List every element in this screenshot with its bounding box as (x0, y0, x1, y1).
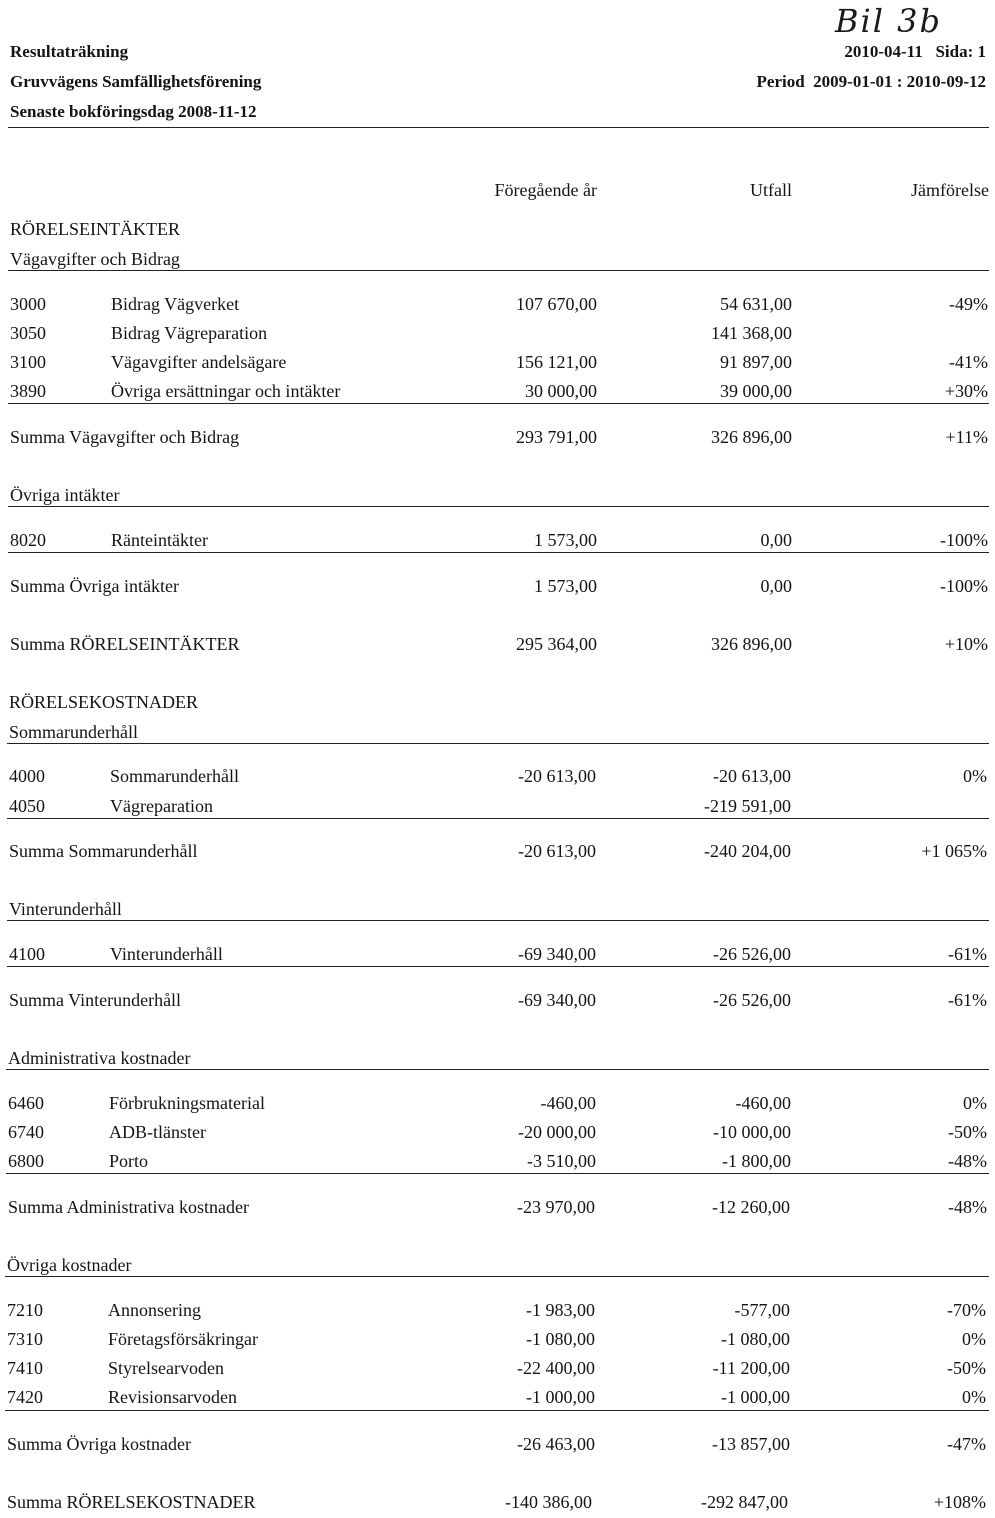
column-header-previous-year: Föregående år (494, 180, 597, 200)
previous-year-value: -20 613,00 (518, 766, 596, 786)
sum-divider (6, 1173, 989, 1174)
comparison-value: -48% (948, 1151, 987, 1171)
comparison-value: 0% (962, 1387, 986, 1407)
outcome-value: -1 000,00 (721, 1387, 790, 1407)
subtotal-comparison: -61% (948, 990, 987, 1010)
subtotal-label: Summa Vinterunderhåll (9, 990, 182, 1010)
previous-year-value: -1 080,00 (526, 1329, 595, 1349)
column-header-outcome: Utfall (750, 180, 792, 200)
account-name: Styrelsearvoden (108, 1358, 224, 1378)
account-number: 3100 (10, 352, 46, 372)
outcome-value: -11 200,00 (712, 1358, 790, 1378)
account-name: Revisionsarvoden (108, 1387, 237, 1407)
outcome-value: -1 800,00 (722, 1151, 791, 1171)
account-number: 6740 (8, 1122, 44, 1142)
sum-divider (5, 1410, 989, 1411)
subtotal-comparison: -48% (948, 1197, 987, 1217)
subtotal-comparison: -100% (940, 576, 988, 596)
outcome-value: -219 591,00 (704, 796, 791, 816)
comparison-value: -100% (940, 530, 988, 550)
last-booking-date: Senaste bokföringsdag 2008-11-12 (10, 102, 257, 121)
section-title-operating-costs: RÖRELSEKOSTNADER (9, 692, 199, 712)
previous-year-value: 156 121,00 (516, 352, 597, 372)
group-heading: Vägavgifter och Bidrag (10, 249, 180, 269)
previous-year-value: -69 340,00 (518, 944, 596, 964)
comparison-value: 0% (963, 1093, 987, 1113)
report-date-page: 2010-04-11 Sida: 1 (844, 42, 986, 61)
subtotal-outcome: -12 260,00 (712, 1197, 790, 1217)
account-name: Porto (109, 1151, 149, 1171)
outcome-value: -26 526,00 (713, 944, 791, 964)
subtotal-previous-year: -23 970,00 (517, 1197, 595, 1217)
account-name: Vinterunderhåll (110, 944, 223, 964)
total-comparison: +10% (944, 634, 988, 654)
account-name: Förbrukningsmaterial (109, 1093, 265, 1113)
account-number: 6460 (8, 1093, 44, 1113)
group-heading: Övriga intäkter (10, 485, 120, 505)
column-header-comparison: Jämförelse (911, 180, 989, 200)
subtotal-comparison: -47% (947, 1434, 986, 1454)
account-number: 3000 (10, 294, 46, 314)
handwritten-annotation: Bil 3b (835, 2, 942, 40)
outcome-value: -577,00 (734, 1300, 790, 1320)
previous-year-value: -22 400,00 (517, 1358, 595, 1378)
subtotal-label: Summa Sommarunderhåll (9, 841, 198, 861)
subtotal-outcome: -13 857,00 (712, 1434, 790, 1454)
subtotal-label: Summa Vägavgifter och Bidrag (10, 427, 240, 447)
subtotal-label: Summa Övriga kostnader (7, 1434, 191, 1454)
subtotal-previous-year: -20 613,00 (518, 841, 596, 861)
outcome-value: 141 368,00 (711, 323, 792, 343)
outcome-value: 39 000,00 (720, 381, 792, 401)
group-heading: Administrativa kostnader (8, 1048, 191, 1068)
report-period: Period 2009-01-01 : 2010-09-12 (756, 72, 986, 91)
account-name: Vägreparation (110, 796, 213, 816)
group-divider (8, 506, 989, 507)
outcome-value: -20 613,00 (713, 766, 791, 786)
group-heading: Sommarunderhåll (9, 722, 138, 742)
comparison-value: +30% (944, 381, 988, 401)
outcome-value: -1 080,00 (721, 1329, 790, 1349)
account-name: Företagsförsäkringar (108, 1329, 258, 1349)
comparison-value: -50% (947, 1358, 986, 1378)
sum-divider (7, 966, 989, 967)
subtotal-label: Summa Övriga intäkter (10, 576, 179, 596)
outcome-value: -460,00 (735, 1093, 791, 1113)
account-number: 4000 (9, 766, 45, 786)
sum-divider (8, 552, 989, 553)
subtotal-outcome: 326 896,00 (711, 427, 792, 447)
account-name: Bidrag Vägreparation (111, 323, 268, 343)
outcome-value: 54 631,00 (720, 294, 792, 314)
outcome-value: 91 897,00 (720, 352, 792, 372)
previous-year-value: -1 000,00 (526, 1387, 595, 1407)
account-name: Ränteintäkter (111, 530, 208, 550)
subtotal-previous-year: 1 573,00 (534, 576, 597, 596)
total-previous-year: 295 364,00 (516, 634, 597, 654)
account-number: 6800 (8, 1151, 44, 1171)
subtotal-outcome: -240 204,00 (704, 841, 791, 861)
subtotal-comparison: +11% (945, 427, 988, 447)
subtotal-previous-year: -26 463,00 (517, 1434, 595, 1454)
account-number: 7410 (7, 1358, 43, 1378)
section-title-operating-income: RÖRELSEINTÄKTER (10, 219, 180, 239)
account-number: 3890 (10, 381, 46, 401)
total-label: Summa RÖRELSEINTÄKTER (10, 634, 240, 654)
total-outcome: 326 896,00 (711, 634, 792, 654)
comparison-value: 0% (962, 1329, 986, 1349)
group-divider (6, 1069, 989, 1070)
total-previous-year: -140 386,00 (505, 1492, 592, 1512)
previous-year-value: -3 510,00 (527, 1151, 596, 1171)
subtotal-previous-year: 293 791,00 (516, 427, 597, 447)
account-number: 4100 (9, 944, 45, 964)
comparison-value: -70% (947, 1300, 986, 1320)
group-divider (8, 270, 989, 271)
group-divider (7, 920, 989, 921)
account-name: Övriga ersättningar och intäkter (111, 381, 341, 401)
account-name: Sommarunderhåll (110, 766, 239, 786)
total-outcome: -292 847,00 (701, 1492, 788, 1512)
group-divider (5, 1276, 989, 1277)
subtotal-comparison: +1 065% (921, 841, 987, 861)
account-number: 4050 (9, 796, 45, 816)
comparison-value: -61% (948, 944, 987, 964)
previous-year-value: -20 000,00 (518, 1122, 596, 1142)
comparison-value: -50% (948, 1122, 987, 1142)
group-divider (7, 743, 989, 744)
subtotal-outcome: -26 526,00 (713, 990, 791, 1010)
previous-year-value: 1 573,00 (534, 530, 597, 550)
organization-name: Gruvvägens Samfällighetsförening (10, 72, 262, 91)
account-name: Bidrag Vägverket (111, 294, 240, 314)
previous-year-value: -460,00 (540, 1093, 596, 1113)
subtotal-previous-year: -69 340,00 (518, 990, 596, 1010)
comparison-value: 0% (963, 766, 987, 786)
sum-divider (7, 818, 989, 819)
account-name: Vägavgifter andelsägare (111, 352, 287, 372)
comparison-value: -41% (949, 352, 988, 372)
previous-year-value: 30 000,00 (525, 381, 597, 401)
account-name: ADB-tlänster (109, 1122, 206, 1142)
comparison-value: -49% (949, 294, 988, 314)
previous-year-value: 107 670,00 (516, 294, 597, 314)
total-label: Summa RÖRELSEKOSTNADER (7, 1492, 256, 1512)
account-number: 7310 (7, 1329, 43, 1349)
account-name: Annonsering (108, 1300, 201, 1320)
account-number: 3050 (10, 323, 46, 343)
account-number: 7420 (7, 1387, 43, 1407)
account-number: 7210 (7, 1300, 43, 1320)
group-heading: Vinterunderhåll (9, 899, 122, 919)
total-comparison: +108% (933, 1492, 986, 1512)
outcome-value: -10 000,00 (713, 1122, 791, 1142)
subtotal-outcome: 0,00 (760, 576, 792, 596)
header-divider (8, 127, 989, 128)
previous-year-value: -1 983,00 (526, 1300, 595, 1320)
sum-divider (8, 403, 989, 404)
group-heading: Övriga kostnader (7, 1255, 132, 1275)
subtotal-label: Summa Administrativa kostnader (8, 1197, 249, 1217)
report-title: Resultaträkning (10, 42, 129, 61)
outcome-value: 0,00 (760, 530, 792, 550)
account-number: 8020 (10, 530, 46, 550)
